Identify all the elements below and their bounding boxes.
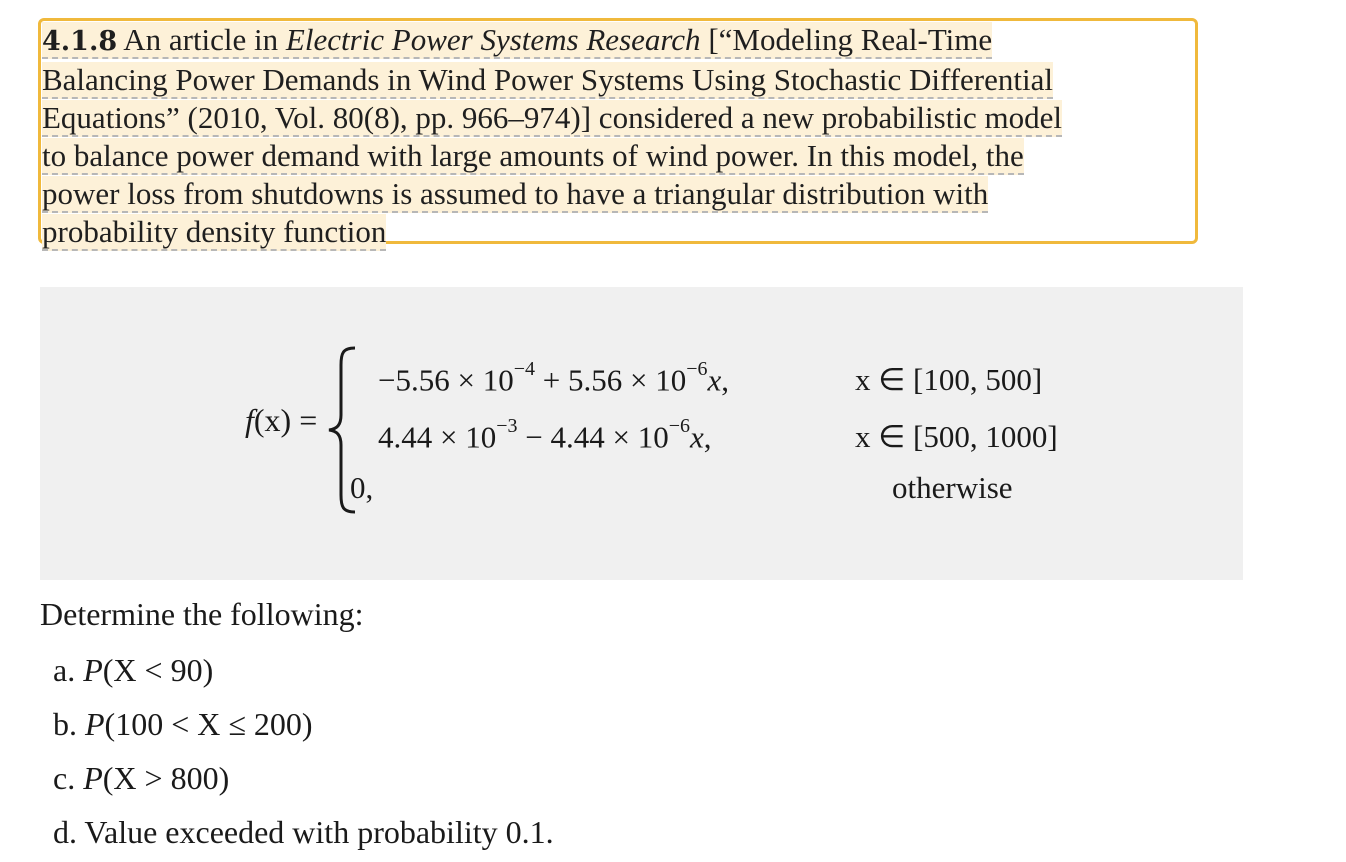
problem-line3: Equations” (2010, Vol. 80(8), pp. 966–974)] considered a new probabilistic model	[42, 100, 1062, 135]
case-row-1: $-5.56 \times 10^{-4} + 5.56 \times 10^{-6}x$,	[378, 358, 730, 398]
questions-prompt: Determine the following:	[40, 596, 364, 632]
case-row-2: $4.44 \times 10^{-3} - 4.44 \times 10^{-6}x$,	[378, 415, 712, 455]
formula-lhs: f(x) =	[245, 402, 318, 438]
case-row-3: 0,	[350, 470, 374, 505]
problem-line6: probability density function	[42, 214, 387, 249]
problem-line4: to balance power demand with large amounts of wind power. In this model, the	[42, 138, 1024, 173]
question-a: a. P(X < 90)	[53, 652, 214, 688]
question-b: b. P(100 < X ≤ 200)	[53, 706, 313, 742]
highlighted-problem-statement[interactable]	[38, 18, 1198, 249]
case-condition-2: x ∈ [500, 1000]	[855, 419, 1058, 454]
problem-line5: power loss from shutdowns is assumed to have a triangular distribution with	[42, 176, 989, 211]
question-c: c. P(X > 800)	[53, 760, 230, 796]
problem-lead: An article in	[123, 22, 279, 57]
case-condition-3: otherwise	[892, 470, 1013, 505]
question-d: d. Value exceeded with probability 0.1.	[53, 814, 554, 850]
case-condition-1: x ∈ [100, 500]	[855, 362, 1043, 397]
problem-line2: Balancing Power Demands in Wind Power Systems Using Stochastic Differential	[42, 62, 1053, 97]
journal-title: Electric Power Systems Research	[285, 22, 701, 57]
problem-text	[42, 21, 1195, 251]
problem-line1-rest: [“Modeling Real-Time	[708, 22, 993, 57]
problem-number: 4.1.8	[42, 26, 118, 57]
pdf-formula-block	[40, 287, 1243, 580]
